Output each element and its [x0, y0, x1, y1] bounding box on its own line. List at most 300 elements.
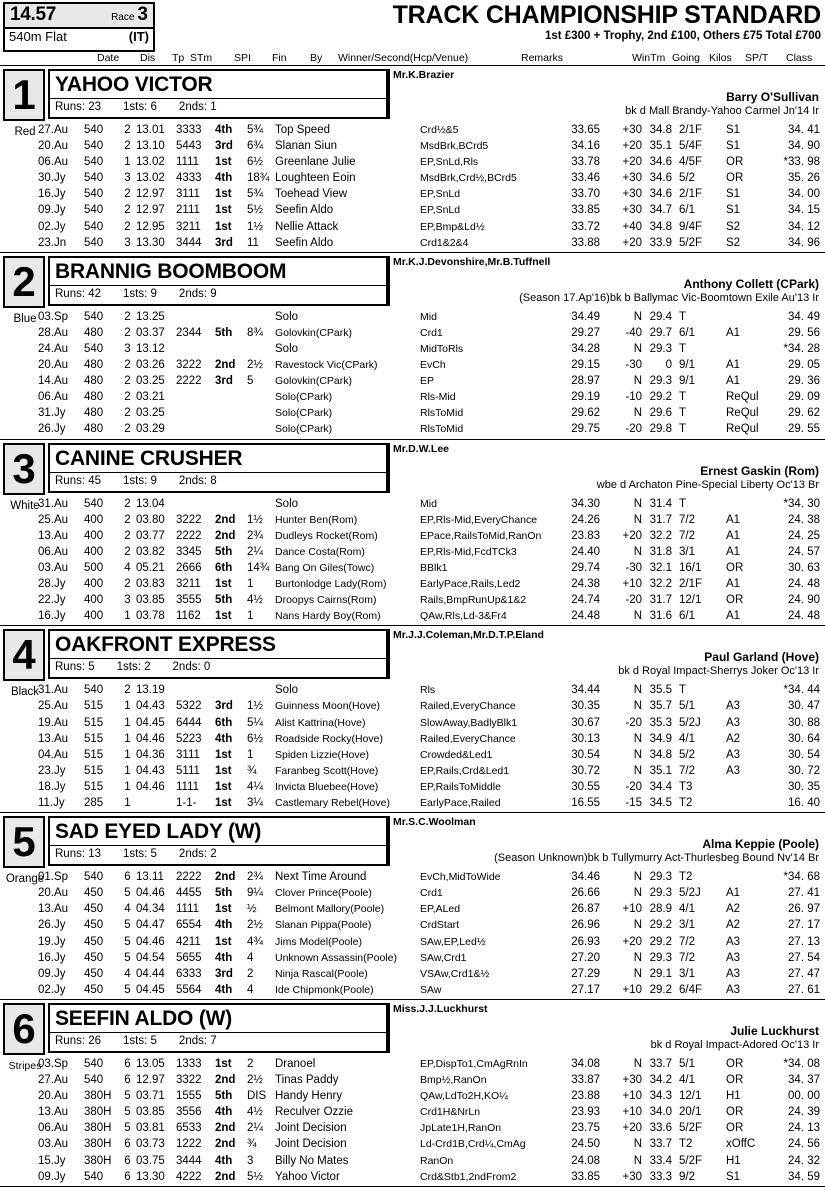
- breeding-line: bk d Royal Impact-Sherrys Joker Oc'13 Ir: [618, 665, 819, 678]
- form-wintm: 23.75: [571, 1122, 600, 1135]
- form-winner: Ide Chipmonk(Poole): [275, 983, 374, 996]
- form-fin: 3rd: [215, 236, 233, 249]
- form-remarks: Bmp½,RanOn: [420, 1074, 487, 1087]
- form-date: 14.Au: [38, 375, 69, 388]
- form-class: A1: [726, 610, 741, 623]
- form-by: DIS: [247, 1090, 267, 1103]
- form-wintm: 34.46: [571, 871, 600, 884]
- form-going: N: [633, 497, 642, 510]
- form-sp: 5/2J: [679, 887, 701, 900]
- form-sp: T2: [679, 797, 693, 810]
- form-dis: 285: [84, 797, 104, 810]
- seconds-count: 2nds: 1: [178, 101, 217, 113]
- form-fin: 1st: [215, 935, 232, 948]
- form-by: 1: [247, 748, 254, 761]
- form-calctm: 29. 09: [788, 391, 820, 404]
- form-remarks: EP,SnLd: [420, 188, 461, 201]
- form-row[interactable]: [0, 779, 825, 795]
- form-by: 1: [247, 610, 254, 623]
- form-row[interactable]: [0, 698, 825, 714]
- form-spi: 1111: [176, 780, 200, 793]
- form-tp: 1: [124, 700, 131, 713]
- form-lines: [0, 496, 825, 625]
- form-tp: 2: [124, 204, 131, 217]
- form-calctm: 24. 90: [788, 594, 820, 607]
- form-date: 16.Jy: [38, 188, 66, 201]
- form-wintm: 29.19: [571, 391, 600, 404]
- form-going: +30: [622, 172, 642, 185]
- form-fin: 2nd: [215, 359, 236, 372]
- form-class: A3: [726, 935, 741, 948]
- form-class: OR: [726, 1074, 744, 1087]
- form-date: 25.Au: [38, 513, 69, 526]
- form-fin: 1st: [215, 156, 232, 169]
- form-remarks: EvCh: [420, 359, 446, 372]
- form-calctm: *34. 08: [783, 1057, 820, 1070]
- runner-name-box[interactable]: [48, 443, 388, 493]
- form-fin: 5th: [215, 1090, 233, 1103]
- form-remarks: QAw,LdTo2H,KO¼: [420, 1090, 508, 1103]
- form-row[interactable]: [0, 373, 825, 389]
- form-going: -30: [625, 359, 642, 372]
- form-wintm: 30.67: [571, 716, 600, 729]
- col-header-dis: Dis: [140, 52, 156, 64]
- form-row[interactable]: [0, 1104, 825, 1120]
- form-winner: Ravestock Vic(CPark): [275, 359, 378, 372]
- form-going: N: [633, 310, 642, 323]
- form-date: 25.Au: [38, 700, 69, 713]
- form-wintm: 29.74: [571, 561, 600, 574]
- form-kilos: 29.2: [649, 935, 672, 948]
- form-tp: 4: [124, 561, 131, 574]
- form-row[interactable]: [0, 982, 825, 998]
- form-going: -30: [625, 561, 642, 574]
- runner-name-box[interactable]: [48, 1003, 388, 1053]
- form-by: ¾: [247, 764, 257, 777]
- form-by: 2¼: [247, 545, 263, 558]
- form-wintm: 34.16: [571, 140, 600, 153]
- form-calctm: 29. 56: [788, 326, 820, 339]
- form-fin: 4th: [215, 919, 233, 932]
- form-date: 20.Au: [38, 359, 69, 372]
- form-remarks: SAw,EP,Led½: [420, 935, 486, 948]
- form-by: 5½: [247, 1170, 263, 1183]
- form-calctm: 29. 05: [788, 359, 820, 372]
- form-row[interactable]: [0, 592, 825, 608]
- form-going: N: [633, 764, 642, 777]
- runner-block-3: [0, 440, 825, 627]
- form-wintm: 24.26: [571, 513, 600, 526]
- form-row[interactable]: [0, 1072, 825, 1088]
- form-sp: 12/1: [679, 1090, 702, 1103]
- form-sp: 7/2: [679, 529, 695, 542]
- form-stm: 12.95: [136, 220, 165, 233]
- runner-stats: [50, 472, 386, 491]
- form-stm: 03.85: [136, 1106, 165, 1119]
- form-spi: 1-1-: [176, 797, 197, 810]
- form-fin: 1st: [215, 780, 232, 793]
- form-tp: 5: [124, 1090, 131, 1103]
- form-row[interactable]: [0, 682, 825, 698]
- form-going: N: [633, 951, 642, 964]
- form-wintm: 30.35: [571, 700, 600, 713]
- form-stm: 05.21: [136, 561, 165, 574]
- form-row[interactable]: [0, 341, 825, 357]
- form-tp: 3: [124, 236, 131, 249]
- form-row[interactable]: [0, 1120, 825, 1136]
- form-going: N: [633, 732, 642, 745]
- form-winner: Nellie Attack: [275, 220, 339, 233]
- owner-name: Mr.S.C.Woolman: [393, 816, 476, 829]
- form-remarks: QAw,Rls,Ld-3&Fr4: [420, 610, 507, 623]
- form-row[interactable]: [0, 170, 825, 186]
- col-header-going: Going: [672, 52, 701, 64]
- form-fin: 2nd: [215, 513, 236, 526]
- form-row[interactable]: [0, 1153, 825, 1169]
- form-tp: 5: [124, 1106, 131, 1119]
- form-dis: 380H: [84, 1122, 112, 1135]
- form-sp: 3/1: [679, 919, 695, 932]
- form-row[interactable]: [0, 496, 825, 512]
- col-header-date: Date: [97, 52, 120, 64]
- form-winner: Jims Model(Poole): [275, 935, 362, 948]
- runner-name-box[interactable]: [48, 816, 388, 866]
- form-tp: 6: [124, 1138, 131, 1151]
- form-kilos: 31.6: [649, 610, 672, 623]
- form-stm: 03.25: [136, 375, 165, 388]
- form-sp: T: [679, 423, 687, 436]
- form-dis: 540: [84, 220, 104, 233]
- form-class: H1: [726, 1090, 741, 1103]
- form-sp: 4/1: [679, 903, 695, 916]
- form-winner: Seefin Aldo: [275, 204, 334, 217]
- form-kilos: 34.8: [649, 220, 672, 233]
- form-row[interactable]: [0, 421, 825, 437]
- form-spi: 4333: [176, 172, 202, 185]
- form-spi: 2222: [176, 375, 202, 388]
- form-kilos: 34.6: [649, 172, 672, 185]
- form-stm: 03.25: [136, 407, 165, 420]
- form-spi: 3222: [176, 359, 202, 372]
- form-row[interactable]: [0, 138, 825, 154]
- form-dis: 400: [84, 610, 104, 623]
- trap-number-4: 4: [3, 629, 45, 681]
- form-row[interactable]: [0, 715, 825, 731]
- form-fin: 1st: [215, 204, 232, 217]
- form-by: 5¼: [247, 716, 263, 729]
- form-date: 15.Jy: [38, 1154, 66, 1167]
- form-tp: 2: [124, 391, 131, 404]
- runs-count: Runs: 42: [55, 287, 102, 300]
- form-spi: 1111: [176, 156, 200, 169]
- trap-colour-5: Orange: [5, 873, 45, 886]
- form-kilos: 29.3: [649, 871, 672, 884]
- form-row[interactable]: [0, 1169, 825, 1185]
- form-remarks: Mid: [420, 497, 437, 510]
- form-fin: 1st: [215, 188, 232, 201]
- form-dis: 380H: [84, 1106, 112, 1119]
- form-sp: 5/2J: [679, 716, 701, 729]
- form-winner: Burtonlodge Lady(Rom): [275, 578, 387, 591]
- seconds-count: 2nds: 7: [178, 1034, 217, 1047]
- form-spi: 4211: [176, 935, 201, 948]
- form-class: A1: [726, 326, 741, 339]
- form-row[interactable]: [0, 901, 825, 917]
- runner-name-box[interactable]: [48, 69, 388, 119]
- form-sp: 5/2F: [679, 1122, 703, 1135]
- form-sp: 7/2: [679, 951, 695, 964]
- form-by: 4: [247, 951, 254, 964]
- form-dis: 380H: [84, 1138, 112, 1151]
- form-fin: 1st: [215, 748, 232, 761]
- form-going: N: [633, 1154, 642, 1167]
- form-stm: 04.45: [136, 983, 165, 996]
- form-row[interactable]: [0, 917, 825, 933]
- form-stm: 04.47: [136, 919, 165, 932]
- form-going: N: [633, 684, 642, 697]
- form-tp: 1: [124, 156, 131, 169]
- form-spi: 3345: [176, 545, 202, 558]
- form-date: 03.Sp: [38, 1057, 69, 1070]
- form-stm: 03.71: [136, 1090, 165, 1103]
- form-wintm: 26.87: [571, 903, 600, 916]
- form-winner: Droopys Cairns(Rom): [275, 594, 377, 607]
- race-distance: 540m Flat: [9, 29, 67, 44]
- form-row[interactable]: [0, 544, 825, 560]
- form-date: 24.Au: [38, 342, 69, 355]
- form-class: H1: [726, 1154, 741, 1167]
- form-row[interactable]: [0, 1056, 825, 1072]
- form-row[interactable]: [0, 1088, 825, 1104]
- form-by: 2½: [247, 1074, 263, 1087]
- form-row[interactable]: [0, 747, 825, 763]
- form-tp: 5: [124, 935, 131, 948]
- form-date: 02.Jy: [38, 983, 66, 996]
- form-dis: 450: [84, 983, 104, 996]
- form-class: A3: [726, 764, 741, 777]
- form-sp: T: [679, 497, 687, 510]
- form-row[interactable]: [0, 1136, 825, 1152]
- form-row[interactable]: [0, 154, 825, 170]
- form-going: +30: [622, 1074, 642, 1087]
- form-by: ¾: [247, 1138, 257, 1151]
- form-stm: 12.97: [136, 1074, 165, 1087]
- form-row[interactable]: [0, 869, 825, 885]
- form-stm: 04.46: [136, 935, 165, 948]
- trainer-name: Ernest Gaskin (Rom): [700, 463, 819, 478]
- form-date: 26.Jy: [38, 423, 66, 436]
- form-lines: [0, 682, 825, 811]
- form-tp: 2: [124, 684, 131, 697]
- form-spi: 6333: [176, 967, 202, 980]
- form-going: -20: [625, 716, 642, 729]
- firsts-count: 1sts: 6: [123, 101, 157, 113]
- form-kilos: 29.3: [649, 951, 672, 964]
- form-kilos: 0: [665, 359, 672, 372]
- form-kilos: 35.1: [649, 764, 672, 777]
- trap-colour-2: Blue: [13, 312, 37, 325]
- form-sp: 4/5F: [679, 156, 703, 169]
- form-calctm: *34. 68: [783, 871, 820, 884]
- form-by: 9¼: [247, 887, 263, 900]
- form-date: 02.Jy: [38, 220, 66, 233]
- form-dis: 400: [84, 545, 104, 558]
- form-calctm: 30. 35: [788, 780, 820, 793]
- form-date: 19.Jy: [38, 935, 66, 948]
- form-dis: 540: [84, 140, 104, 153]
- form-fin: 5th: [215, 545, 233, 558]
- form-calctm: 34. 00: [788, 188, 820, 201]
- form-sp: T: [679, 407, 687, 420]
- form-going: +20: [622, 1122, 642, 1135]
- runner-name-box[interactable]: [48, 256, 388, 306]
- form-row[interactable]: [0, 357, 825, 373]
- form-wintm: 24.74: [571, 594, 600, 607]
- form-dis: 480: [84, 423, 104, 436]
- form-row[interactable]: [0, 122, 825, 138]
- form-row[interactable]: [0, 528, 825, 544]
- form-spi: 3444: [176, 1154, 202, 1167]
- form-remarks: Railed,EveryChance: [420, 732, 516, 745]
- form-row[interactable]: [0, 934, 825, 950]
- form-by: 1½: [247, 513, 263, 526]
- form-kilos: 32.1: [649, 561, 672, 574]
- form-spi: 1333: [176, 1057, 202, 1070]
- form-by: 3¼: [247, 797, 263, 810]
- trap-colour-4: Black: [10, 686, 40, 699]
- form-row[interactable]: [0, 560, 825, 576]
- form-wintm: 33.65: [571, 124, 600, 136]
- form-calctm: 29. 62: [788, 407, 820, 420]
- form-stm: 04.34: [136, 903, 165, 916]
- form-kilos: 28.9: [649, 903, 672, 916]
- runs-count: Runs: 5: [55, 661, 95, 674]
- form-going: +20: [622, 935, 642, 948]
- form-sp: T: [679, 391, 687, 404]
- form-kilos: 29.3: [649, 342, 672, 355]
- form-remarks: Crd1: [420, 887, 443, 900]
- form-kilos: 31.7: [649, 594, 672, 607]
- form-remarks: EarlyPace,Rails,Led2: [420, 578, 521, 591]
- form-tp: 2: [124, 407, 131, 420]
- form-stm: 03.83: [136, 578, 165, 591]
- form-tp: 1: [124, 732, 131, 745]
- form-dis: 515: [84, 764, 104, 777]
- form-winner: Billy No Mates: [275, 1154, 349, 1167]
- form-class: A2: [726, 732, 741, 745]
- form-row[interactable]: [0, 795, 825, 811]
- form-row[interactable]: [0, 235, 825, 251]
- form-fin: 4th: [215, 1154, 233, 1167]
- form-stm: 03.37: [136, 326, 165, 339]
- form-row[interactable]: [0, 731, 825, 747]
- form-sp: 4/1: [679, 732, 695, 745]
- form-row[interactable]: [0, 219, 825, 235]
- form-class: ReQul: [726, 407, 759, 420]
- form-row[interactable]: [0, 608, 825, 624]
- form-stm: 13.19: [136, 684, 165, 697]
- form-date: 31.Au: [38, 497, 69, 510]
- form-row[interactable]: [0, 950, 825, 966]
- form-class: OR: [726, 156, 744, 169]
- form-by: 3: [247, 1154, 254, 1167]
- form-row[interactable]: [0, 309, 825, 325]
- runners-list: [0, 66, 825, 1187]
- form-wintm: 23.88: [571, 1090, 600, 1103]
- form-kilos: 35.1: [649, 140, 672, 153]
- form-class: A1: [726, 375, 741, 388]
- form-calctm: *33. 98: [783, 156, 820, 169]
- form-row[interactable]: [0, 389, 825, 405]
- form-spi: 3211: [176, 578, 201, 591]
- form-class: A2: [726, 903, 741, 916]
- runner-block-6: [0, 1000, 825, 1187]
- form-remarks: Crd1: [420, 326, 443, 339]
- form-spi: 4222: [176, 1170, 202, 1183]
- form-date: 13.Au: [38, 1106, 69, 1119]
- form-calctm: 27. 47: [788, 967, 820, 980]
- form-calctm: 30. 88: [788, 716, 820, 729]
- race-info-box: [3, 2, 155, 52]
- form-going: -20: [625, 594, 642, 607]
- form-dis: 540: [84, 124, 104, 136]
- form-date: 28.Au: [38, 326, 69, 339]
- form-row[interactable]: [0, 325, 825, 341]
- form-by: 6¾: [247, 140, 263, 153]
- runner-name-box[interactable]: [48, 629, 388, 679]
- form-calctm: *34. 44: [783, 684, 820, 697]
- col-header-wintm: WinTm: [632, 52, 666, 64]
- form-winner: Faranbeg Scott(Hove): [275, 764, 379, 777]
- form-sp: 5/2: [679, 172, 695, 185]
- form-winner: Invicta Bluebee(Hove): [275, 780, 379, 793]
- form-sp: 6/1: [679, 610, 695, 623]
- form-sp: 9/1: [679, 375, 695, 388]
- form-spi: 1555: [176, 1090, 202, 1103]
- form-remarks: EP,SnLd,Rls: [420, 156, 479, 169]
- form-row[interactable]: [0, 512, 825, 528]
- form-calctm: 30. 47: [788, 700, 820, 713]
- form-remarks: MidToRls: [420, 342, 464, 355]
- form-spi: 1222: [176, 1138, 202, 1151]
- form-remarks: EP,Rls-Mid,FcdTCk3: [420, 545, 517, 558]
- form-winner: Loughteen Eoin: [275, 172, 356, 185]
- form-tp: 1: [124, 797, 131, 810]
- form-kilos: 34.8: [649, 124, 672, 136]
- form-kilos: 29.1: [649, 967, 672, 980]
- form-remarks: Crd1&2&4: [420, 236, 469, 249]
- trainer-name: Paul Garland (Hove): [704, 650, 819, 665]
- form-row[interactable]: [0, 763, 825, 779]
- form-stm: 04.46: [136, 887, 165, 900]
- form-calctm: 30. 54: [788, 748, 820, 761]
- form-date: 28.Jy: [38, 578, 66, 591]
- form-row[interactable]: [0, 202, 825, 218]
- form-row[interactable]: [0, 966, 825, 982]
- form-row[interactable]: [0, 576, 825, 592]
- form-kilos: 34.9: [649, 732, 672, 745]
- runner-block-1: [0, 66, 825, 253]
- form-class: A1: [726, 578, 741, 591]
- form-date: 06.Au: [38, 1122, 69, 1135]
- form-row[interactable]: [0, 186, 825, 202]
- form-row[interactable]: [0, 405, 825, 421]
- runner-stats: [50, 1032, 386, 1051]
- form-by: 18¾: [247, 172, 270, 185]
- form-calctm: 24. 38: [788, 513, 820, 526]
- form-wintm: 27.17: [571, 983, 600, 996]
- form-row[interactable]: [0, 885, 825, 901]
